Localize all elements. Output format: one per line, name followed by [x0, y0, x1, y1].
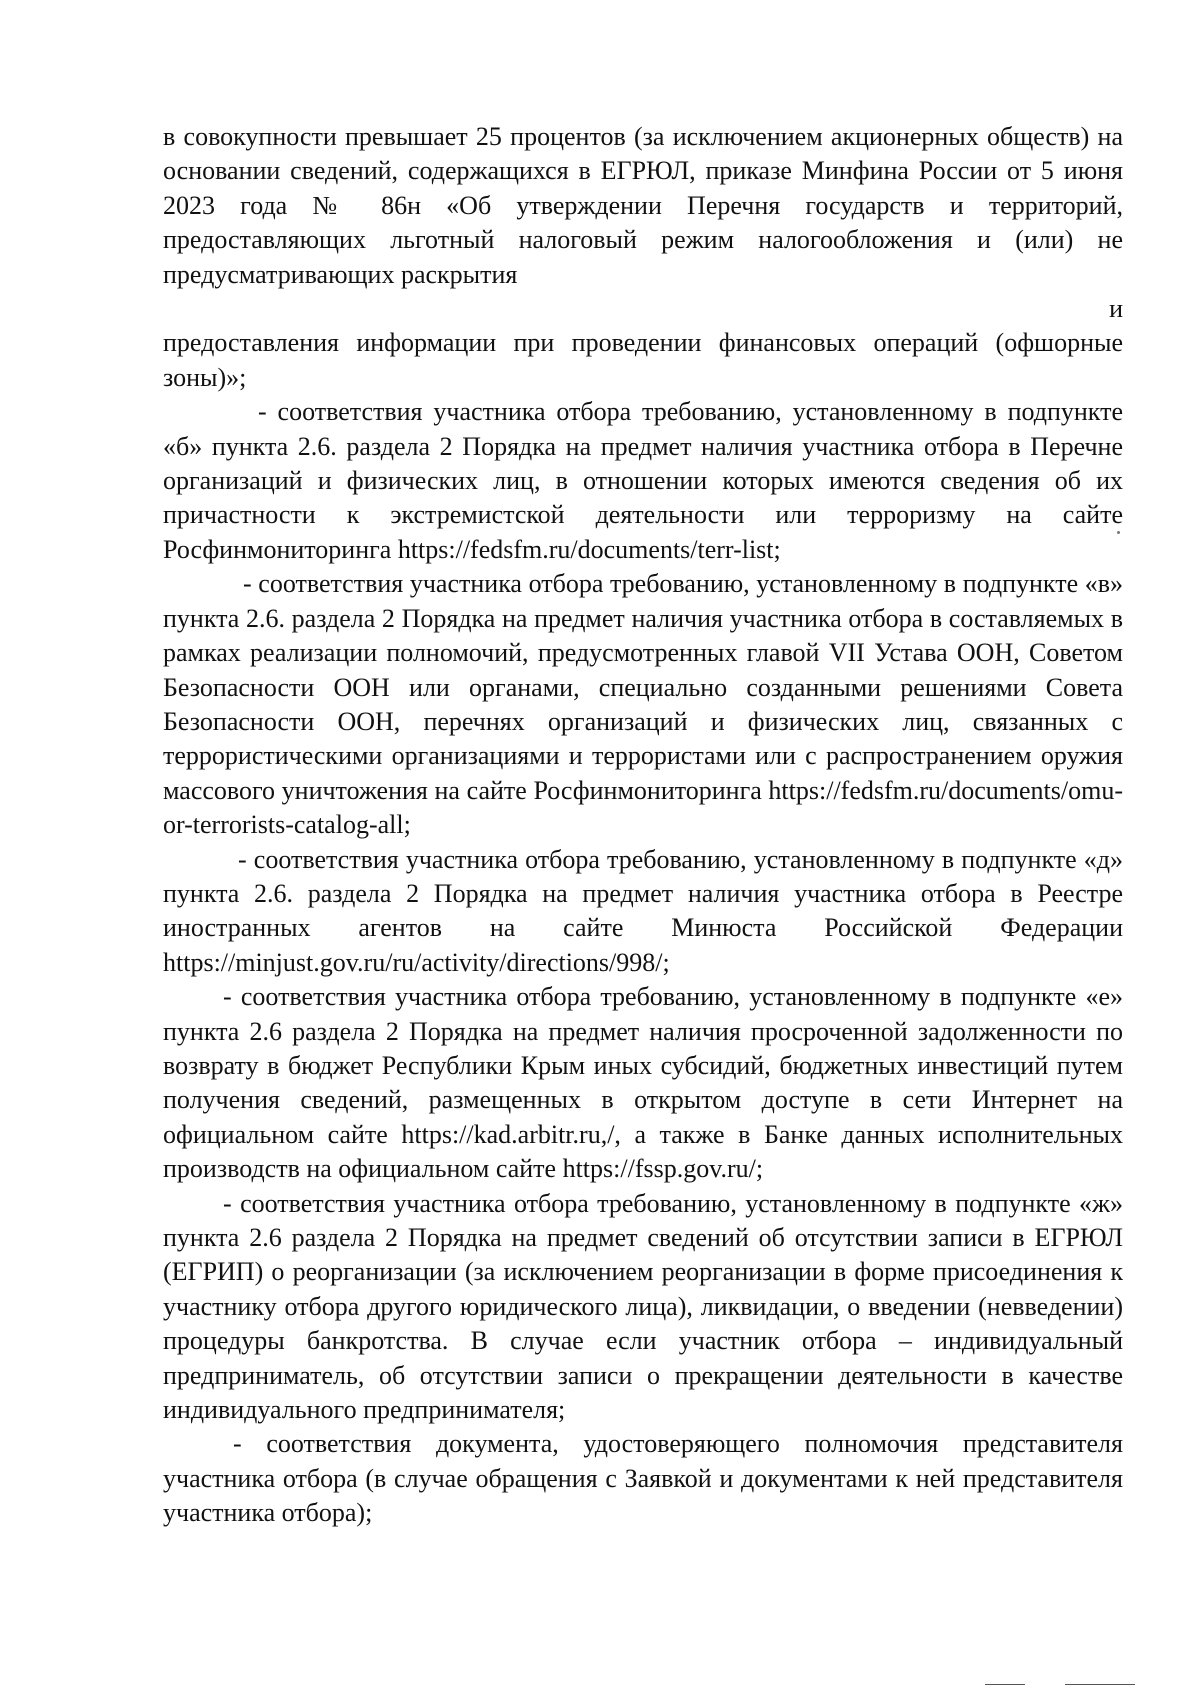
paragraph-4: - соответствия участника отбора требованию, установленному в подпункте «д» пункта 2.6. раздела 2 Порядка на предмет наличия участника отбора в Реестре иностранных агентов на сайте Минюста Российской Федерации https://minjust.gov.ru/ru/activity/directions/998/; — [163, 844, 1123, 977]
scan-line-mark — [1065, 1684, 1135, 1685]
scan-speck — [1117, 531, 1120, 534]
paragraph-7: - соответствия документа, удостоверяющего полномочия представителя участника отбора (в случае обращения с Заявкой и документами к ней представителя участника отбора); — [163, 1429, 1123, 1528]
paragraph-1-part-1: в совокупности превышает 25 процентов (за исключением акционерных обществ) на основании сведений, содержащихся в ЕГРЮЛ, приказе Минфина России от 5 июня 2023 года № 86н «Об утверждении Перечня государств и территорий, предоставляющих льготный налоговый режим налогообложения и (или) не предусматривающих раскрытия — [163, 122, 1123, 289]
paragraph-3: - соответствия участника отбора требованию, установленному в подпункте «в» пункта 2.6. раздела 2 Порядка на предмет наличия участника отбора в составляемых в рамках реализации полномочий, предусмотренных главой VII Устава ООН, Советом Безопасности ООН или органами, специально созданными решениями Совета Безопасности ООН, перечнях организаций и физических лиц, связанных с террористическими организациями и террористами или с распространением оружия массового уничтожения на сайте Росфинмониторинга https://fedsfm.ru/documents/omu-or-terrorists-catalog-all; — [163, 569, 1123, 840]
paragraph-2: - соответствия участника отбора требованию, установленному в подпункте «б» пункта 2.6. раздела 2 Порядка на предмет наличия участника отбора в Перечне организаций и физических лиц, в отношении которых имеются сведения об их причастности к экстремистской деятельности или терроризму на сайте Росфинмониторинга https://fedsfm.ru/documents/terr-list; — [163, 397, 1123, 564]
paragraph-5: - соответствия участника отбора требованию, установленному в подпункте «е» пункта 2.6 раздела 2 Порядка на предмет наличия просроченной задолженности по возврату в бюджет Республики Крым иных субсидий, бюджетных инвестиций путем получения сведений, размещенных в открытом доступе в сети Интернет на официальном сайте https://kad.arbitr.ru,/, а также в Банке данных исполнительных производств на официальном сайте https://fssp.gov.ru/; — [163, 982, 1123, 1184]
document-body — [163, 120, 1123, 1531]
paragraph-1-part-2: и — [1109, 294, 1123, 324]
paragraph-1-part-3: предоставления информации при проведении финансовых операций (офшорные зоны)»; — [163, 328, 1123, 392]
paragraph-6: - соответствия участника отбора требованию, установленному в подпункте «ж» пункта 2.6 раздела 2 Порядка на предмет сведений об отсутствии записи в ЕГРЮЛ (ЕГРИП) о реорганизации (за исключением реорганизации в форме присоединения к участнику отбора другого юридического лица), ликвидации, о введении (невведении) процедуры банкротства. В случае если участник отбора – индивидуальный предприниматель, об отсутствии записи о прекращении деятельности в качестве индивидуального предпринимателя; — [163, 1188, 1123, 1425]
scan-line-mark — [985, 1684, 1025, 1685]
